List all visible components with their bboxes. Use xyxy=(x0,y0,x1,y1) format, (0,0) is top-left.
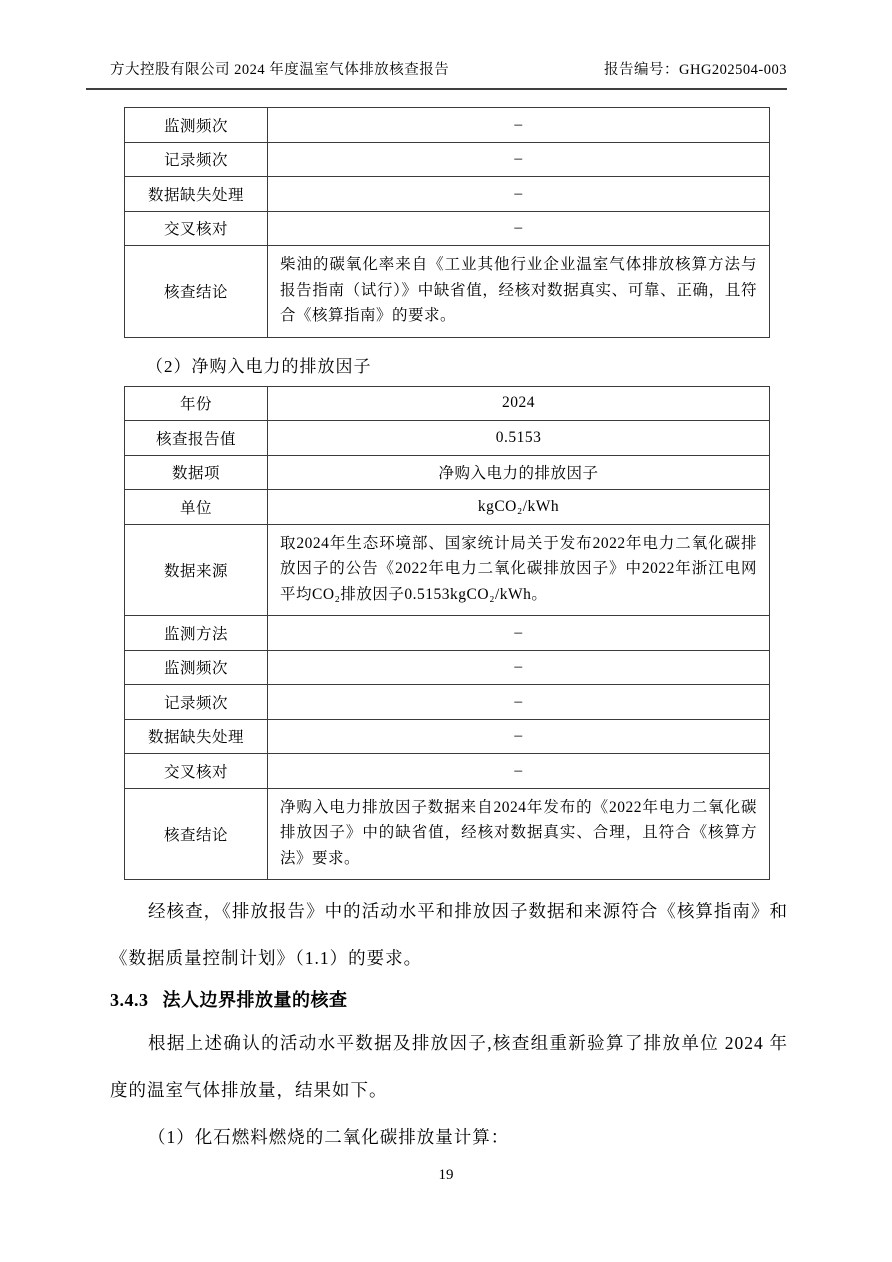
table-row xyxy=(125,490,770,525)
row-label-cell: 交叉核对 xyxy=(125,211,268,246)
row-value-cell: 取2024年生态环境部、国家统计局关于发布2022年电力二氧化碳排放因子的公告《2022年电力二氧化碳排放因子》中2022年浙江电网平均CO₂排放因子0.5153kgCO₂/kWh。 xyxy=(268,524,770,616)
row-value-cell: 净购入电力排放因子数据来自2024年发布的《2022年电力二氧化碳排放因子》中的缺省值，经核对数据真实、合理，且符合《核算方法》要求。 xyxy=(268,788,770,880)
table-row xyxy=(125,754,770,789)
row-value-cell: – xyxy=(268,177,770,212)
row-value-cell: 净购入电力的排放因子 xyxy=(268,455,770,490)
row-value-cell: 2024 xyxy=(268,386,770,421)
row-label-cell: 交叉核对 xyxy=(125,754,268,789)
row-label-cell: 数据缺失处理 xyxy=(125,719,268,754)
table-row xyxy=(125,177,770,212)
row-value-cell: – xyxy=(268,211,770,246)
row-label-cell: 核查报告值 xyxy=(125,421,268,456)
row-value-cell: – xyxy=(268,142,770,177)
table-row xyxy=(125,616,770,651)
table-row xyxy=(125,386,770,421)
table-row xyxy=(125,108,770,143)
row-label-cell: 记录频次 xyxy=(125,142,268,177)
row-label-cell: 监测频次 xyxy=(125,108,268,143)
page-header xyxy=(86,58,787,90)
row-label-cell: 数据来源 xyxy=(125,524,268,616)
section-number: 3.4.3 xyxy=(110,990,149,1010)
paragraph-verification-conclusion: 经核查，《排放报告》中的活动水平和排放因子数据和来源符合《核算指南》和《数据质量控制计划》（1.1）的要求。 xyxy=(110,901,788,968)
row-value-cell: – xyxy=(268,719,770,754)
diesel-factor-table xyxy=(124,107,770,338)
page-footer xyxy=(0,1167,892,1184)
table-row xyxy=(125,524,770,616)
list-item-fossil-fuel: （1）化石燃料燃烧的二氧化碳排放量计算： xyxy=(148,1127,510,1147)
table-row xyxy=(125,685,770,720)
row-value-cell: – xyxy=(268,685,770,720)
table-row xyxy=(125,650,770,685)
row-value-cell: 0.5153 xyxy=(268,421,770,456)
row-label-cell: 数据缺失处理 xyxy=(125,177,268,212)
row-label-cell: 单位 xyxy=(125,490,268,525)
table-row xyxy=(125,719,770,754)
table-row xyxy=(125,421,770,456)
row-value-cell: – xyxy=(268,108,770,143)
header-title: 方大控股有限公司 2024 年度温室气体排放核查报告 xyxy=(110,62,450,78)
row-value-cell: – xyxy=(268,650,770,685)
section-title: 法人边界排放量的核查 xyxy=(162,990,348,1010)
electricity-factor-table xyxy=(124,386,770,881)
table-row xyxy=(125,142,770,177)
row-label-cell: 数据项 xyxy=(125,455,268,490)
row-value-cell: – xyxy=(268,616,770,651)
row-label-cell: 核查结论 xyxy=(125,788,268,880)
table-row xyxy=(125,246,770,338)
subsection-heading-electricity: （2）净购入电力的排放因子 xyxy=(146,356,372,376)
row-label-cell: 核查结论 xyxy=(125,246,268,338)
row-label-cell: 监测频次 xyxy=(125,650,268,685)
row-value-cell: – xyxy=(268,754,770,789)
row-label-cell: 记录频次 xyxy=(125,685,268,720)
paragraph-recalculation: 根据上述确认的活动水平数据及排放因子,核查组重新验算了排放单位 2024 年度的温室气体排放量，结果如下。 xyxy=(110,1033,788,1100)
table-row xyxy=(125,788,770,880)
page-number: 19 xyxy=(438,1167,454,1183)
table-row xyxy=(125,211,770,246)
section-heading-3-4-3 xyxy=(110,986,892,1012)
row-label-cell: 监测方法 xyxy=(125,616,268,651)
table-row xyxy=(125,455,770,490)
row-value-cell: 柴油的碳氧化率来自《工业其他行业企业温室气体排放核算方法与报告指南（试行）》中缺省值，经核对数据真实、可靠、正确，且符合《核算指南》的要求。 xyxy=(268,246,770,338)
row-label-cell: 年份 xyxy=(125,386,268,421)
header-report-number: 报告编号：GHG202504-003 xyxy=(604,62,787,78)
row-value-cell: kgCO₂/kWh xyxy=(268,490,770,525)
